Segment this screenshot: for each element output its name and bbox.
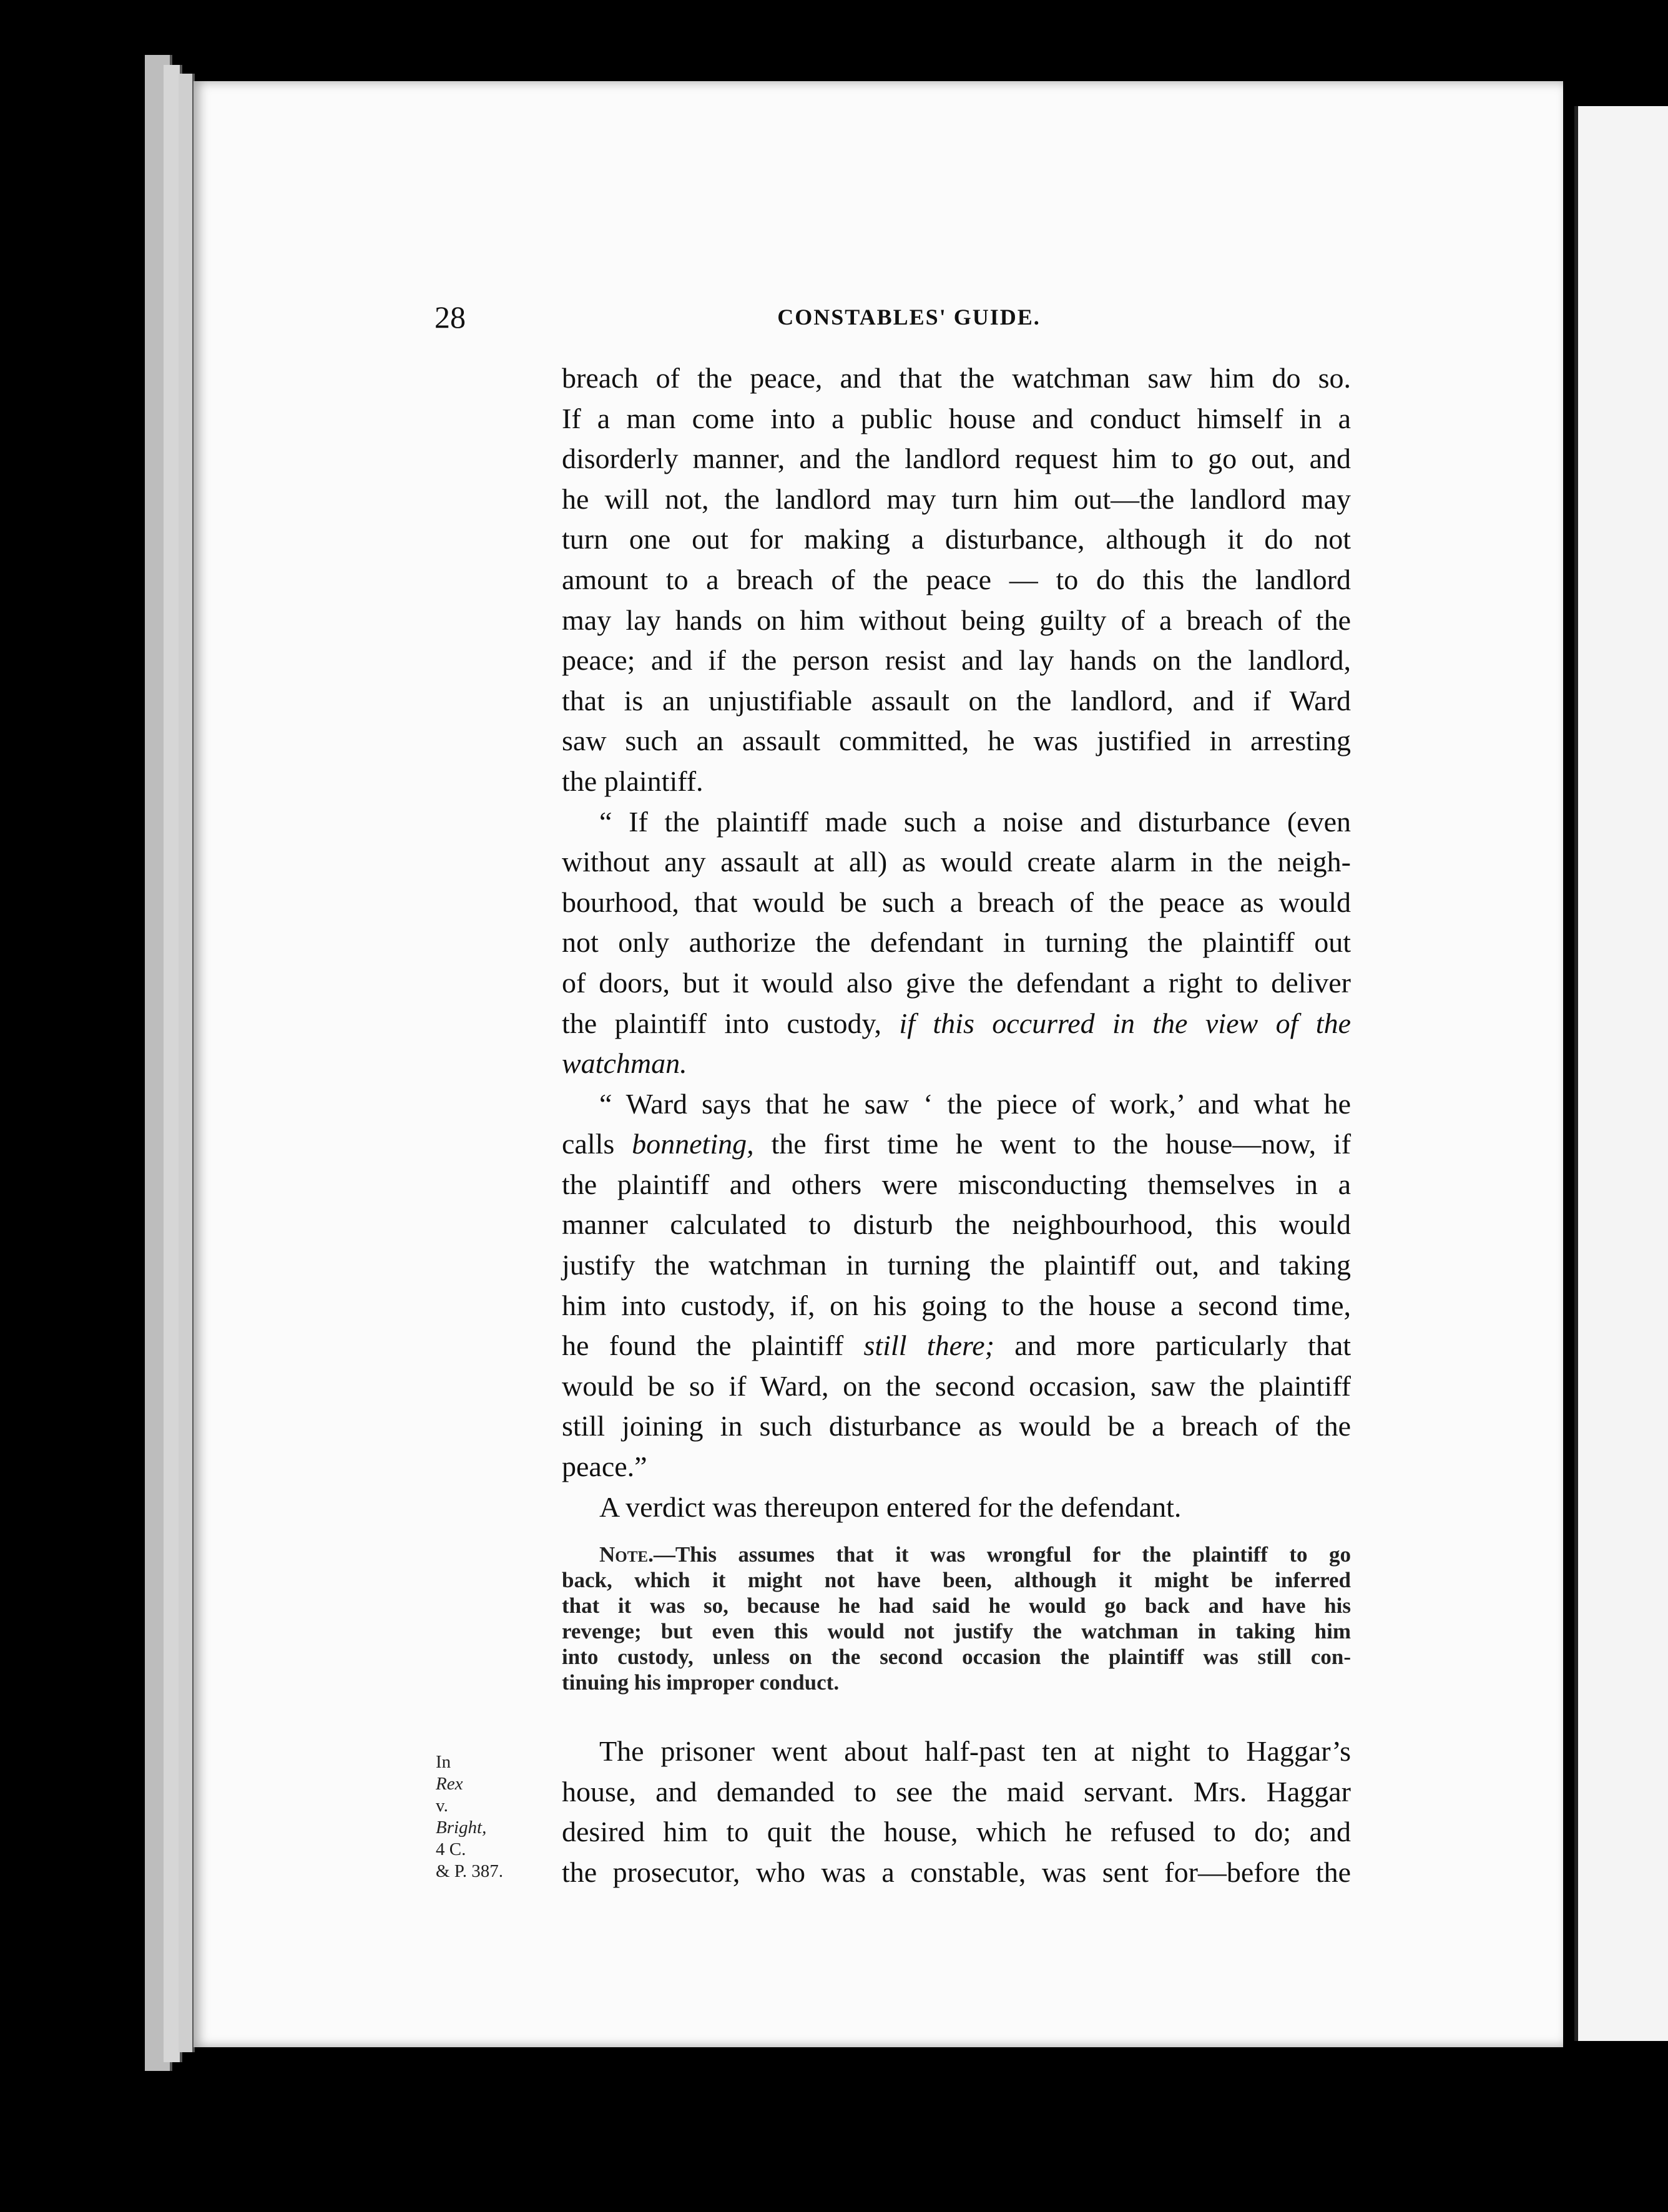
text-line: The prisoner went about half-past ten at night to Haggar’s	[599, 1735, 1351, 1767]
text-fragment: calls	[562, 1128, 615, 1160]
note-line	[562, 1542, 1351, 1567]
body-text	[562, 358, 1351, 1527]
text-fragment: the first time he went to the house—now, if	[771, 1128, 1352, 1160]
text-line: that is an unjustifiable assault on the landlord, and if Ward	[562, 684, 1351, 717]
note-label: Note.	[599, 1542, 654, 1567]
verdict-line: A verdict was thereupon entered for the defendant.	[599, 1490, 1182, 1523]
text-line	[562, 1044, 1351, 1084]
page-edge	[179, 74, 195, 2052]
italic-phrase: still there;	[863, 1329, 994, 1362]
text-line: of doors, but it would also give the defendant a right to deliver	[562, 966, 1351, 999]
text-line: “ Ward says that he saw ‘ the piece of work,’ and what he	[599, 1087, 1351, 1120]
text-line: amount to a breach of the peace — to do this the landlord	[562, 563, 1351, 595]
text-fragment: 4 C.	[436, 1839, 466, 1859]
note-line: that it was so, because he had said he would go back and have his	[562, 1593, 1351, 1618]
final-paragraph	[562, 1731, 1351, 1892]
text-line: would be so if Ward, on the second occasion, saw the plaintiff	[562, 1369, 1351, 1402]
citation-line	[436, 1817, 554, 1861]
text-line	[562, 1004, 1351, 1044]
note-line: revenge; but even this would not justify the watchman in taking him	[562, 1619, 1351, 1643]
note-line: tinuing his improper conduct.	[562, 1670, 840, 1695]
text-fragment: —This assumes that it was wrongful for the plaintiff to go	[653, 1542, 1351, 1567]
text-line: the prosecutor, who was a constable, was sent for—before the	[562, 1856, 1351, 1888]
text-fragment: and more particularly that	[1014, 1329, 1352, 1362]
note-block	[562, 1542, 1351, 1695]
running-title: CONSTABLES' GUIDE.	[777, 305, 1041, 330]
page-number: 28	[434, 300, 466, 335]
text-line: turn one out for making a disturbance, although it do not	[562, 523, 1351, 555]
text-line: he will not, the landlord may turn him out—the landlord may	[562, 482, 1351, 515]
italic-phrase: watchman.	[562, 1047, 687, 1080]
text-line: saw such an assault committed, he was justified in arresting	[562, 725, 1351, 757]
text-line: may lay hands on him without being guilty of a breach of the	[562, 604, 1351, 636]
text-line: peace; and if the person resist and lay hands on the landlord,	[562, 644, 1351, 677]
italic-phrase: bonneting,	[632, 1128, 754, 1160]
text-fragment: the plaintiff into custody,	[562, 1007, 881, 1039]
text-line: house, and demanded to see the maid servant. Mrs. Haggar	[562, 1775, 1351, 1808]
italic-phrase: Bright,	[436, 1818, 487, 1838]
text-line	[562, 1124, 1351, 1165]
text-fragment: v.	[436, 1796, 448, 1816]
text-line: disorderly manner, and the landlord request him to go out, and	[562, 443, 1351, 475]
text-line: breach of the peace, and that the watchman saw him do so.	[562, 362, 1351, 394]
italic-phrase: Rex	[436, 1774, 463, 1794]
running-head	[434, 298, 1383, 336]
text-line: If a man come into a public house and conduct himself in a	[562, 402, 1351, 434]
note-line: back, which it might not have been, although it might be inferred	[562, 1568, 1351, 1592]
text-fragment: he found the plaintiff	[562, 1329, 844, 1362]
text-line: the plaintiff.	[562, 765, 704, 797]
italic-phrase: if this occurred in the view of the	[899, 1007, 1352, 1039]
text-line: the plaintiff and others were misconducting themselves in a	[562, 1168, 1351, 1200]
text-line: him into custody, if, on his going to the house a second time,	[562, 1289, 1351, 1321]
citation-line	[436, 1751, 554, 1817]
facing-page-edge	[1574, 106, 1668, 2041]
text-line: bourhood, that would be such a breach of the peace as would	[562, 886, 1351, 918]
text-line: still joining in such disturbance as would be a breach of the	[562, 1410, 1351, 1442]
text-line: not only authorize the defendant in turning the plaintiff out	[562, 926, 1351, 959]
text-fragment: In	[436, 1752, 451, 1772]
marginal-citation	[436, 1751, 554, 1882]
note-line: into custody, unless on the second occasion the plaintiff was still con-	[562, 1645, 1351, 1669]
text-line: justify the watchman in turning the plaintiff out, and taking	[562, 1249, 1351, 1281]
text-line: peace.”	[562, 1451, 647, 1483]
text-line: “ If the plaintiff made such a noise and disturbance (even	[599, 805, 1351, 838]
text-line	[562, 1326, 1351, 1366]
citation-line: & P. 387.	[436, 1861, 503, 1881]
text-line: desired him to quit the house, which he refused to do; and	[562, 1816, 1351, 1848]
text-line: manner calculated to disturb the neighbourhood, this would	[562, 1208, 1351, 1241]
text-line: without any assault at all) as would create alarm in the neigh-	[562, 846, 1351, 878]
